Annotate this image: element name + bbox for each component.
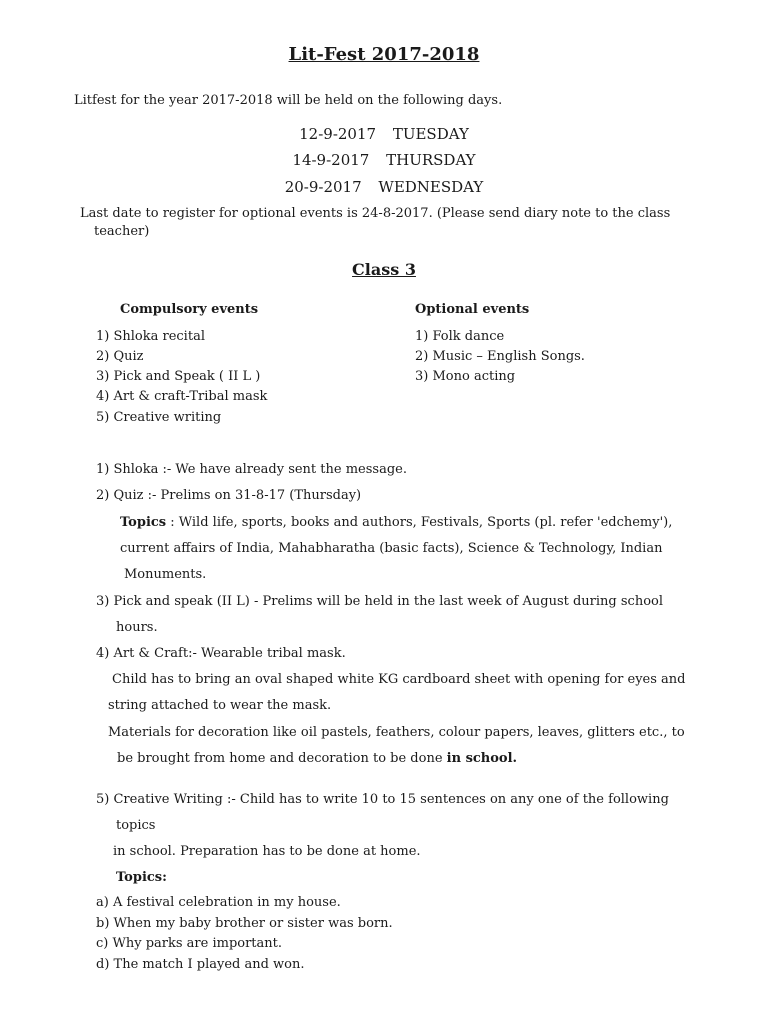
list-item: 3) Mono acting: [415, 369, 516, 384]
quiz-topics-line: Monuments.: [124, 567, 207, 582]
creative-writing-detail-cont: topics: [116, 818, 156, 833]
register-note: Last date to register for optional events is 24-8-2017. (Please send diary note to the class: [80, 206, 671, 221]
topics-text: : Wild life, sports, books and authors, Festivals, Sports (pl. refer 'edchemy'),: [166, 515, 673, 530]
art-craft-para: Child has to bring an oval shaped white KG cardboard sheet with opening for eyes and: [112, 672, 686, 687]
list-item: 2) Quiz: [96, 349, 144, 364]
list-item: d) The match I played and won.: [96, 957, 305, 972]
optional-heading: Optional events: [415, 302, 530, 317]
quiz-topics-line: [120, 515, 672, 530]
pick-speak-detail-cont: hours.: [116, 620, 158, 635]
list-item: 5) Creative writing: [96, 410, 222, 425]
intro-text: Litfest for the year 2017-2018 will be held on the following days.: [74, 93, 503, 108]
art-craft-para-cont: [117, 751, 517, 766]
shloka-detail: 1) Shloka :- We have already sent the message.: [96, 462, 407, 477]
quiz-detail: 2) Quiz :- Prelims on 31-8-17 (Thursday): [96, 488, 362, 503]
date-line: 20-9-2017 WEDNESDAY: [284, 178, 484, 196]
in-school-emphasis: in school.: [446, 751, 518, 766]
list-item: 1) Folk dance: [415, 329, 505, 344]
list-item: c) Why parks are important.: [96, 936, 283, 951]
list-item: a) A festival celebration in my house.: [96, 895, 341, 910]
pick-speak-detail: 3) Pick and speak (II L) - Prelims will be held in the last week of August during school: [96, 594, 664, 609]
creative-writing-detail: 5) Creative Writing :- Child has to write 10 to 15 sentences on any one of the following: [96, 792, 669, 807]
art-craft-para-cont: string attached to wear the mask.: [108, 698, 332, 713]
creative-writing-detail-cont: in school. Preparation has to be done at home.: [113, 844, 421, 859]
class-heading: Class 3: [352, 260, 416, 279]
list-item: 2) Music – English Songs.: [415, 349, 585, 364]
list-item: 1) Shloka recital: [96, 329, 205, 344]
compulsory-heading: Compulsory events: [120, 302, 259, 317]
art-craft-para: Materials for decoration like oil pastels, feathers, colour papers, leaves, glitters etc., to: [108, 725, 685, 740]
cw-topics-heading: Topics:: [116, 870, 167, 885]
list-item: 3) Pick and Speak ( II L ): [96, 369, 261, 384]
date-line: 12-9-2017 TUESDAY: [299, 125, 469, 143]
quiz-topics-line: current affairs of India, Mahabharatha (basic facts), Science & Technology, Indian: [120, 541, 663, 556]
register-note-cont: teacher): [94, 224, 150, 239]
art-craft-text: be brought from home and decoration to be done: [117, 751, 447, 766]
list-item: 4) Art & craft-Tribal mask: [96, 389, 268, 404]
topics-label: Topics: [120, 515, 167, 530]
page-title: Lit-Fest 2017-2018: [288, 44, 480, 65]
date-line: 14-9-2017 THURSDAY: [292, 151, 476, 169]
art-craft-detail: 4) Art & Craft:- Wearable tribal mask.: [96, 646, 346, 661]
list-item: b) When my baby brother or sister was born.: [96, 916, 393, 931]
